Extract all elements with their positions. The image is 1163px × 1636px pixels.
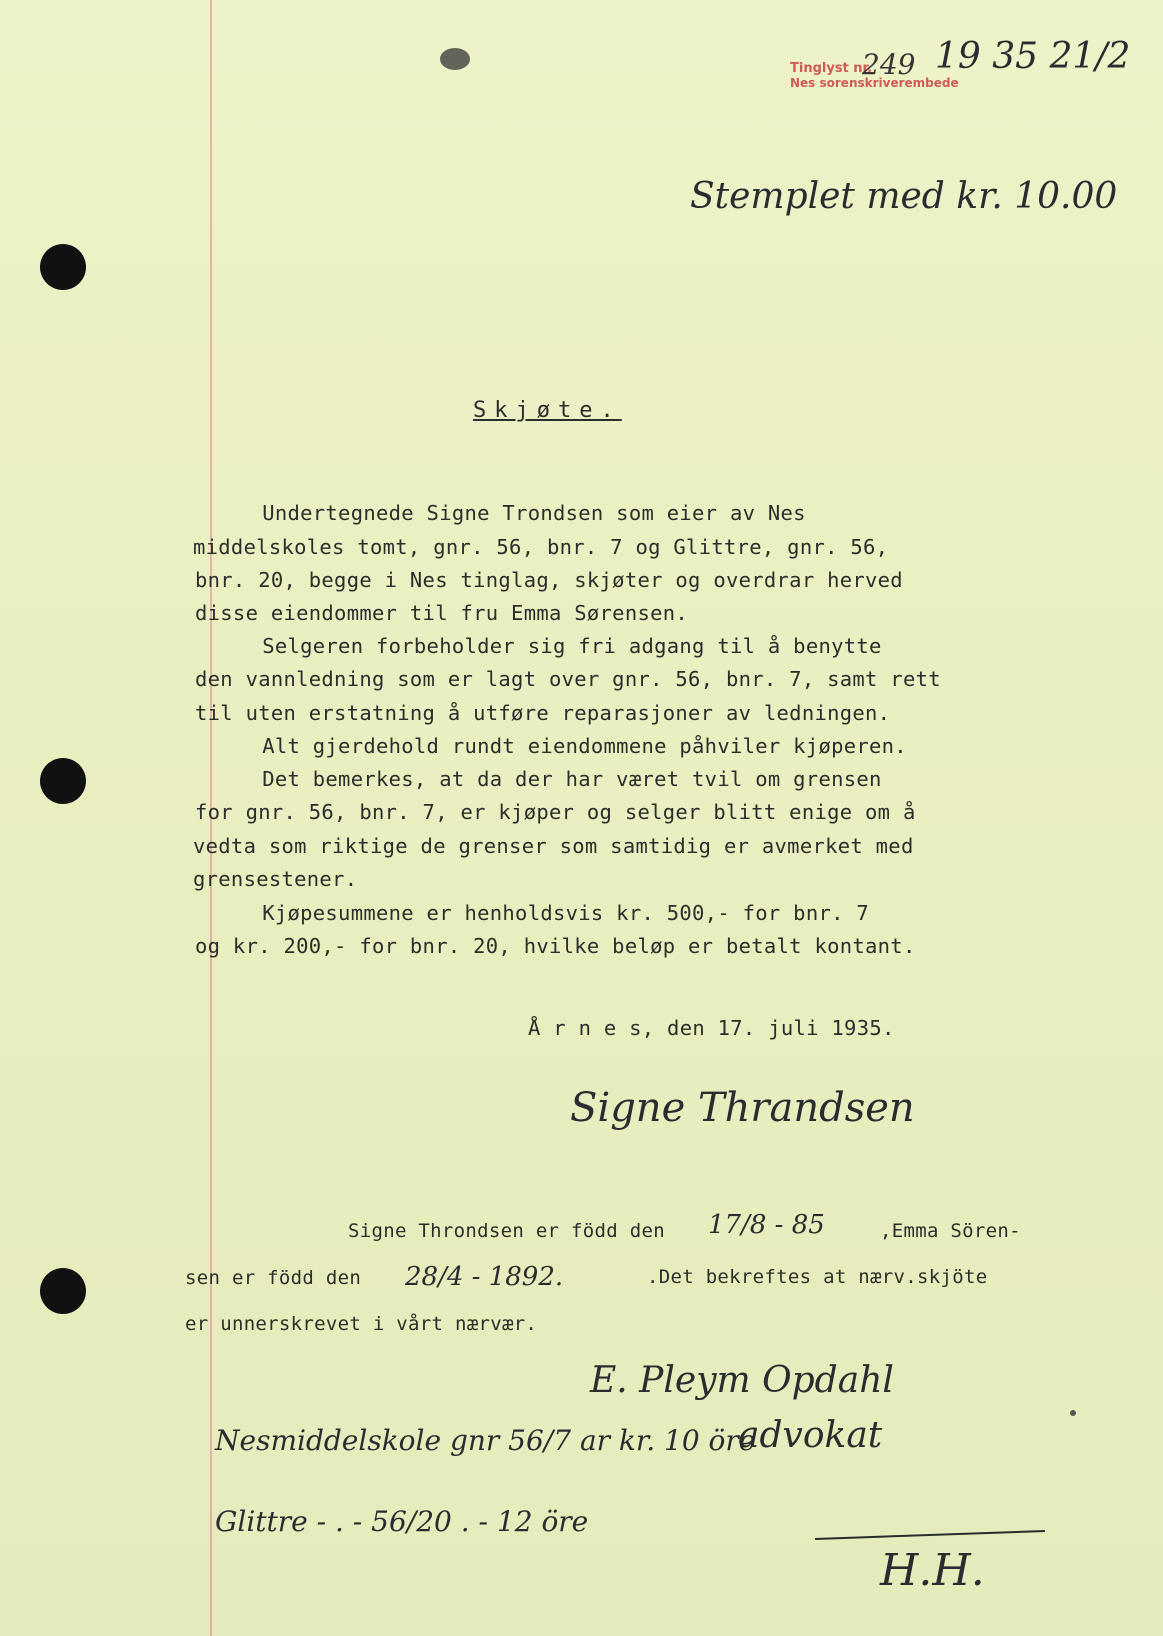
stamp-row-2: Nes sorenskriverembede: [790, 76, 959, 90]
birth-date-buyer: 28/4 - 1892.: [405, 1262, 564, 1292]
witness-line: Signe Throndsen er född den: [348, 1220, 665, 1242]
body-line: bnr. 20, begge i Nes tinglag, skjøter og overdrar herved: [195, 568, 903, 592]
punch-hole: [40, 1268, 86, 1314]
handwritten-line: [815, 1530, 1045, 1540]
register-note-2: Glittre - . - 56/20 . - 12 öre: [215, 1505, 589, 1538]
body-line: og kr. 200,- for bnr. 20, hvilke beløp er betalt kontant.: [195, 934, 916, 958]
witness-title: advokat: [738, 1415, 883, 1456]
ink-dot: [1070, 1410, 1076, 1416]
punch-hole: [40, 244, 86, 290]
body-line: Det bemerkes, at da der har været tvil om grensen: [199, 767, 882, 791]
register-note-1: Nesmiddelskole gnr 56/7 ar kr. 10 öre: [215, 1424, 756, 1457]
stamp-row-1: Tinglyst nr.: [790, 61, 873, 76]
fee-note: Stemplet med kr. 10.00: [690, 176, 1118, 217]
seller-signature: Signe Thrandsen: [570, 1085, 915, 1131]
body-line: Selgeren forbeholder sig fri adgang til å benytte: [199, 634, 882, 658]
body-line: til uten erstatning å utføre reparasjoner av ledningen.: [195, 701, 891, 725]
body-line: middelskoles tomt, gnr. 56, bnr. 7 og Glittre, gnr. 56,: [193, 535, 889, 559]
ink-blot: [440, 48, 470, 70]
document-title: Skjøte.: [473, 398, 622, 423]
body-line: Undertegnede Signe Trondsen som eier av Nes: [199, 501, 806, 525]
stamp-number: 249: [862, 48, 916, 81]
body-line: Alt gjerdehold rundt eiendommene påhviler kjøperen.: [199, 734, 907, 758]
clerk-initials: H.H.: [880, 1545, 985, 1596]
body-line: den vannledning som er lagt over gnr. 56, bnr. 7, samt rett: [195, 667, 941, 691]
place-date: Å r n e s, den 17. juli 1935.: [528, 1016, 895, 1040]
witness-line: ,Emma Sören-: [880, 1220, 1021, 1242]
witness-line: sen er född den: [185, 1267, 362, 1289]
stamp-date: 19 35 21/2: [935, 36, 1131, 77]
body-line: vedta som riktige de grenser som samtidig er avmerket med: [193, 834, 914, 858]
witness-line: er unnerskrevet i vårt nærvær.: [185, 1313, 538, 1335]
body-line: for gnr. 56, bnr. 7, er kjøper og selger blitt enige om å: [195, 800, 916, 824]
body-line: disse eiendommer til fru Emma Sørensen.: [195, 601, 689, 625]
witness-line: .Det bekreftes at nærv.skjöte: [647, 1266, 988, 1288]
body-line: grensestener.: [193, 867, 358, 891]
witness-signature: E. Pleym Opdahl: [590, 1360, 894, 1401]
birth-date-seller: 17/8 - 85: [708, 1210, 825, 1240]
punch-hole: [40, 758, 86, 804]
body-line: Kjøpesummene er henholdsvis kr. 500,- for bnr. 7: [199, 901, 870, 925]
